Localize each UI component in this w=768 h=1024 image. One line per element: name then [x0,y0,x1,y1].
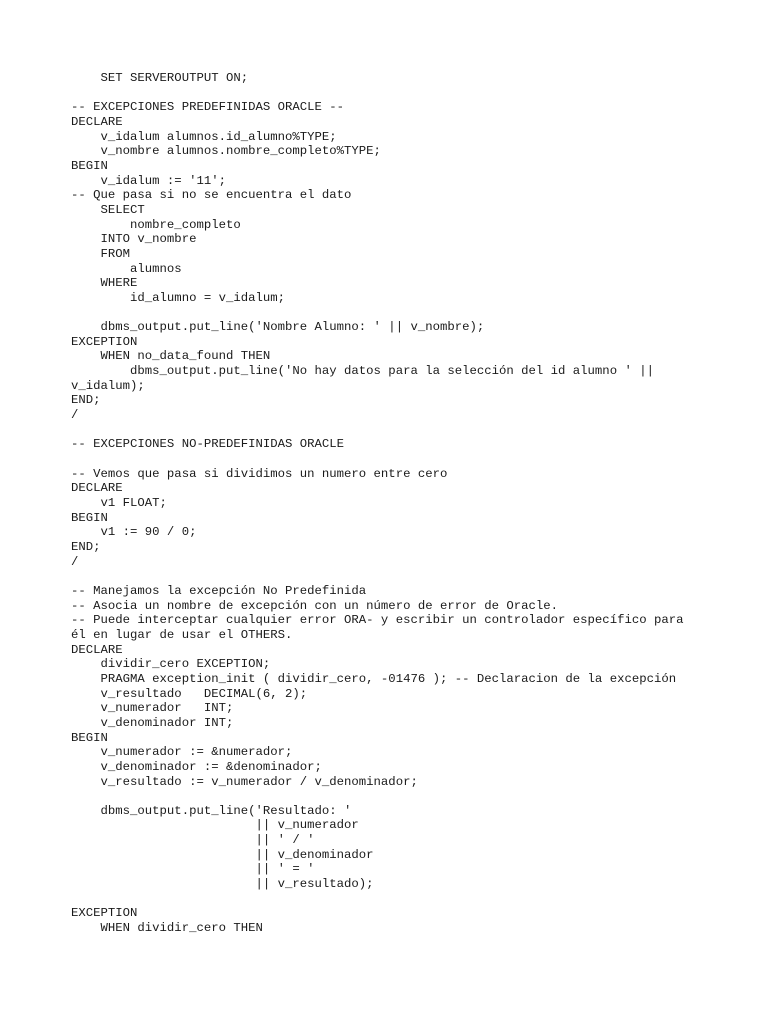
code-line: || v_denominador [71,847,374,862]
code-line [71,789,731,804]
code-line: END; [71,540,101,554]
code-line [71,423,731,438]
code-line: BEGIN [71,158,108,173]
code-line: EXCEPTION [71,906,138,921]
code-line: EXCEPTION [71,334,138,349]
code-line: FROM [71,246,131,261]
code-line: -- EXCEPCIONES PREDEFINIDAS ORACLE -- [71,100,345,115]
code-line: || v_resultado); [71,877,374,892]
code-line: INTO v_nombre [71,232,197,247]
code-line: v_resultado DECIMAL(6, 2); [71,686,308,701]
code-line: v_idalum := '11'; [71,173,226,188]
code-line: -- Vemos que pasa si dividimos un numero entre cero [71,466,448,481]
code-line [71,86,731,101]
code-line: / [71,408,79,423]
code-line: v_nombre alumnos.nombre_completo%TYPE; [71,144,381,159]
code-line: id_alumno = v_idalum; [71,290,286,305]
code-line: DECLARE [71,642,123,657]
code-line [71,892,731,907]
code-line: WHEN no_data_found THEN [71,349,271,364]
code-line: v_idalum); [71,378,145,393]
code-line: WHERE [71,276,138,291]
code-line: v_denominador INT; [71,715,234,730]
code-line: / [71,554,79,569]
code-line [71,569,731,584]
code-line: v_resultado := v_numerador / v_denominador; [71,774,418,789]
code-line: || ' = ' [71,862,315,877]
code-line: nombre_completo [71,217,241,232]
code-line: || ' / ' [71,833,315,848]
code-line: SET SERVEROUTPUT ON; [71,71,249,85]
code-line: v_idalum alumnos.id_alumno%TYPE; [71,129,337,144]
code-line: v_denominador := &denominador; [71,759,322,774]
code-line: DECLARE [71,481,123,496]
code-line: dbms_output.put_line('No hay datos para la selección del id alumno ' || [71,364,654,379]
code-line: v_numerador INT; [71,701,234,716]
code-line: || v_numerador [71,818,359,833]
code-line: SELECT [71,202,145,217]
code-line: v1 FLOAT; [71,496,167,511]
code-document [71,71,731,936]
code-line: v1 := 90 / 0; [71,525,197,540]
code-line: dividir_cero EXCEPTION; [71,657,271,672]
code-line [71,452,731,467]
code-line: -- Asocia un nombre de excepción con un número de error de Oracle. [71,598,559,613]
code-line: BEGIN [71,510,108,525]
code-line: -- Manejamos la excepción No Predefinida [71,583,367,598]
code-line: v_numerador := &numerador; [71,745,293,760]
code-line: -- Puede interceptar cualquier error ORA- y escribir un controlador específico para [71,613,684,628]
code-line: -- EXCEPCIONES NO-PREDEFINIDAS ORACLE [71,437,345,452]
code-line: dbms_output.put_line('Nombre Alumno: ' || v_nombre); [71,320,485,335]
code-line: dbms_output.put_line('Resultado: ' [71,803,352,818]
code-line: BEGIN [71,730,108,745]
code-line: END; [71,393,101,408]
code-line: él en lugar de usar el OTHERS. [71,627,293,642]
code-line: PRAGMA exception_init ( dividir_cero, -01476 ); -- Declaracion de la excepción [71,671,677,686]
code-line: DECLARE [71,114,123,129]
code-line [71,306,731,321]
code-line: WHEN dividir_cero THEN [71,921,263,936]
code-line: -- Que pasa si no se encuentra el dato [71,188,352,203]
code-line: alumnos [71,261,182,276]
